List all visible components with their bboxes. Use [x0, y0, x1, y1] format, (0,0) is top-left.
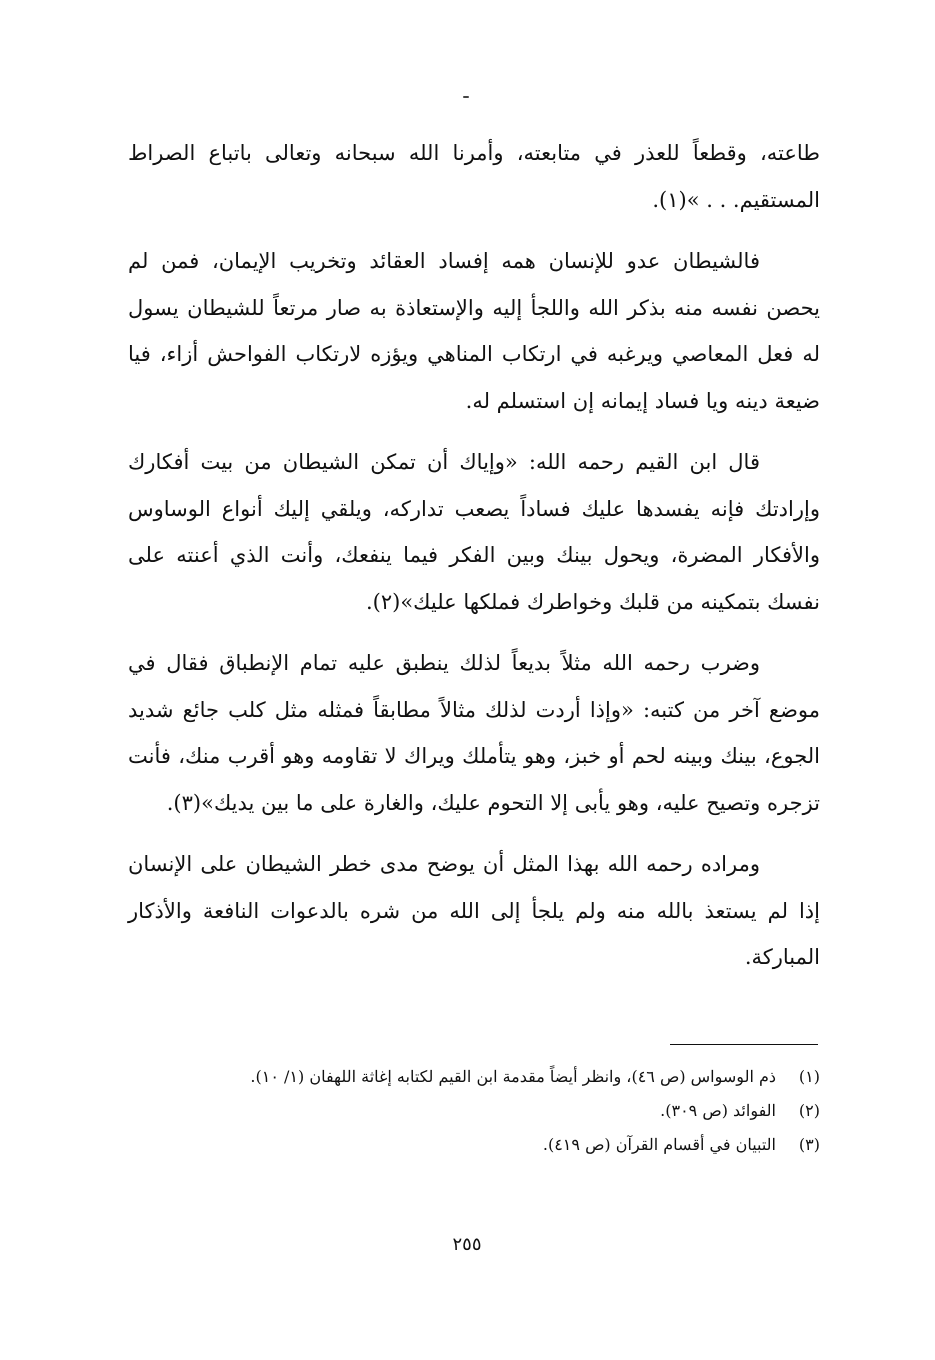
footnote-number: (٢) — [798, 1101, 820, 1120]
header-mark — [463, 96, 469, 98]
paragraph-1: طاعته، وقطعاً للعذر في متابعته، وأمرنا الله سبحانه وتعالى باتباع الصراط المستقيم. . . »(١). — [128, 141, 820, 212]
footnote-3 — [128, 1128, 820, 1162]
page-number: ٢٥٥ — [452, 1234, 482, 1255]
footnote-2 — [128, 1094, 820, 1128]
paragraph-5: ومراده رحمه الله بهذا المثل أن يوضح مدى خطر الشيطان على الإنسان إذا لم يستعذ بالله منه ولم يلجأ إلى الله من شره بالدعوات النافعة والأذكار المباركة. — [128, 852, 820, 969]
footnotes — [128, 1060, 820, 1162]
footnote-number: (٣) — [798, 1135, 820, 1154]
paragraph-2: فالشيطان عدو للإنسان همه إفساد العقائد وتخريب الإيمان، فمن لم يحصن نفسه منه بذكر الله واللجأ إليه والإستعاذة به صار مرتعاً للشيطان يسول له فعل المعاصي ويرغبه في ارتكاب المناهي ويؤزه لارتكاب الفواحش أزاء، فيا ضيعة دينه ويا فساد إيمانه إن استسلم له. — [128, 249, 820, 413]
paragraph-3: قال ابن القيم رحمه الله: «وإياك أن تمكن الشيطان من بيت أفكارك وإرادتك فإنه يفسدها عليك فساداً يصعب تداركه، ويلقي إليك أنواع الوساوس والأفكار المضرة، ويحول بينك وبين الفكر فيما ينفعك، وأنت الذي أعنته على نفسك بتمكينه من قلبك وخواطرك فملكها عليك»(٢). — [128, 450, 820, 614]
main-text — [128, 130, 820, 981]
footnote-number: (١) — [798, 1067, 820, 1086]
footnote-divider — [670, 1044, 818, 1045]
footnote-1 — [128, 1060, 820, 1094]
footnote-text: الفوائد (ص ٣٠٩). — [660, 1101, 776, 1120]
footnote-text: ذم الوسواس (ص ٤٦)، وانظر أيضاً مقدمة ابن القيم لكتابه إغاثة اللهفان (١/ ١٠). — [250, 1067, 776, 1086]
paragraph-4: وضرب رحمه الله مثلاً بديعاً لذلك ينطبق عليه تمام الإنطباق فقال في موضع آخر من كتبه: «وإذا أردت لذلك مثالاً مطابقاً فمثله مثل كلب جائع شديد الجوع، بينك وبينه لحم أو خبز، وهو يتأملك ويراك لا تقاومه وهو أقرب منك، فأنت تزجره وتصيح عليه، وهو يأبى إلا التحوم عليك، والغارة على ما بين يديك»(٣). — [128, 651, 820, 815]
footnote-text: التبيان في أقسام القرآن (ص ٤١٩). — [542, 1135, 776, 1154]
